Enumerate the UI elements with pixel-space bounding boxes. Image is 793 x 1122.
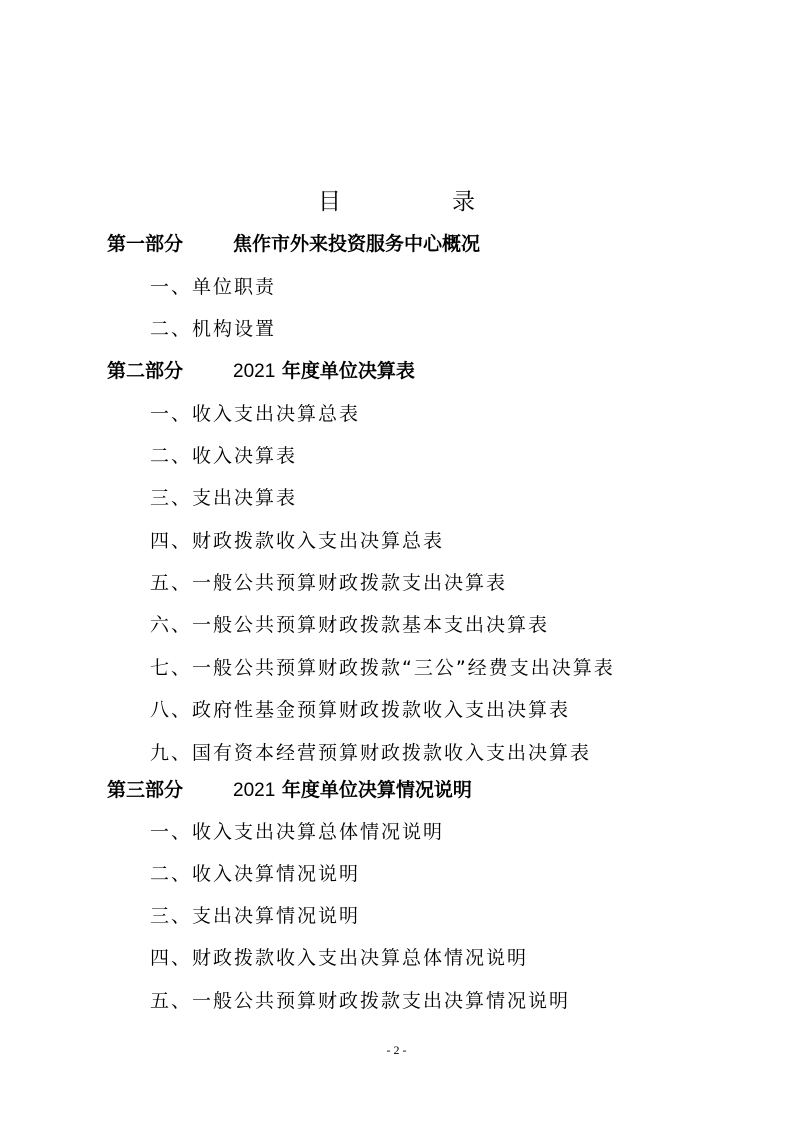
toc-item[interactable]: 五、一般公共预算财政拨款支出决算表 — [150, 572, 508, 594]
toc-item[interactable]: 七、一般公共预算财政拨款“三公”经费支出决算表 — [150, 657, 615, 679]
toc-part-label: 第二部分 — [107, 360, 184, 382]
toc-part-title: 年度单位决算情况说明 — [275, 779, 472, 801]
toc-item[interactable]: 二、机构设置 — [150, 318, 277, 340]
toc-part-label: 第一部分 — [107, 233, 184, 255]
toc-part-title: 年度单位决算表 — [275, 360, 415, 382]
toc-item[interactable]: 二、收入决算表 — [150, 445, 298, 467]
toc-item[interactable]: 六、一般公共预算财政拨款基本支出决算表 — [150, 614, 550, 636]
toc-part-label: 第三部分 — [107, 779, 184, 801]
toc-part-3-heading[interactable] — [107, 777, 472, 804]
toc-item[interactable]: 三、支出决算情况说明 — [150, 905, 361, 927]
toc-part-2-heading[interactable] — [107, 358, 415, 385]
toc-item[interactable]: 二、收入决算情况说明 — [150, 863, 361, 885]
toc-part-1-heading[interactable] — [107, 231, 480, 257]
toc-part-year: 2021 — [233, 361, 276, 382]
toc-part-title: 焦作市外来投资服务中心概况 — [233, 233, 481, 255]
toc-part-year: 2021 — [233, 780, 276, 801]
toc-item[interactable]: 三、支出决算表 — [150, 487, 298, 509]
toc-item[interactable]: 四、财政拨款收入支出决算总体情况说明 — [150, 947, 529, 969]
toc-title: 目 录 — [318, 189, 519, 215]
toc-item[interactable]: 五、一般公共预算财政拨款支出决算情况说明 — [150, 990, 571, 1012]
page-number: - 2 - — [386, 1043, 407, 1057]
toc-item[interactable]: 九、国有资本经营预算财政拨款收入支出决算表 — [150, 742, 592, 764]
toc-item[interactable]: 四、财政拨款收入支出决算总表 — [150, 530, 445, 552]
toc-item[interactable]: 一、收入支出决算总表 — [150, 403, 361, 425]
toc-item[interactable]: 一、单位职责 — [150, 276, 277, 298]
toc-item[interactable]: 八、政府性基金预算财政拨款收入支出决算表 — [150, 699, 571, 721]
toc-item[interactable]: 一、收入支出决算总体情况说明 — [150, 821, 445, 843]
